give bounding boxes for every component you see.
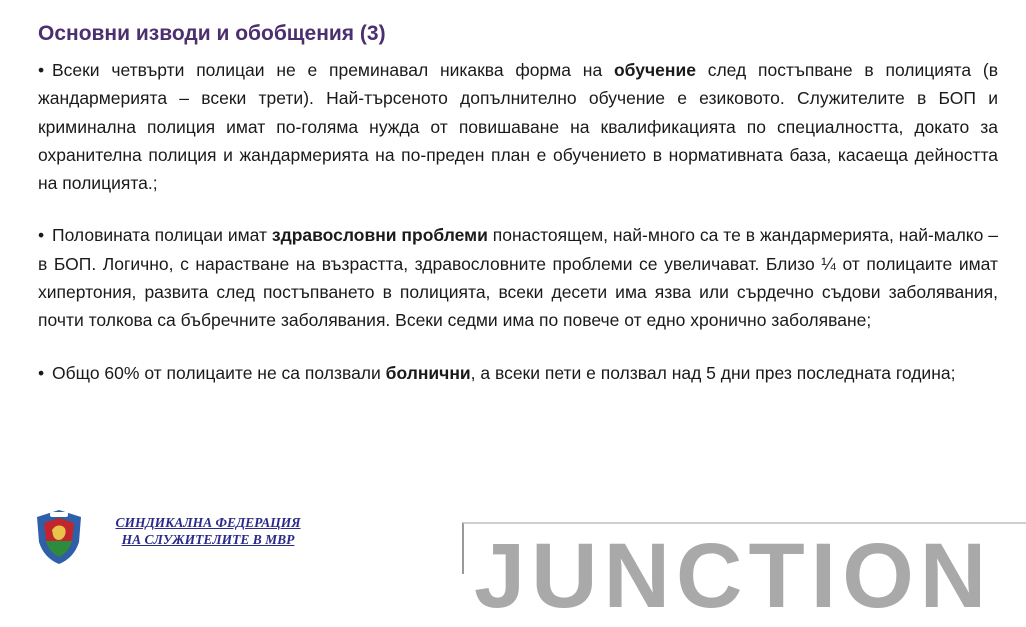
paragraph-text: , а всеки пети е ползвал над 5 дни през последната година;: [470, 362, 956, 383]
banner-text: JUNCTION: [474, 525, 993, 627]
paragraph-text: Половината полицаи имат: [52, 225, 272, 246]
bullet-paragraph-health: [38, 221, 998, 334]
paragraph-text: след постъпване в полицията (в жандармерията – всеки трети). Най-търсеното допълнително обучение е езиковото. Служителите в БОП и криминална полиция имат по-голяма нужда от повишаване на квалификацията по специалността, докато за охранителна полиция и жандармерията на по-преден план е обучението в нормативната база, касаеща дейността на полицията.;: [38, 60, 998, 194]
shield-lion-icon: [34, 508, 84, 566]
paragraph-text: понастоящем, най-много са те в жандармерията, най-малко – в БОП. Логично, с нарастване на възрастта, здравословните проблеми се увеличават. Близо ¼ от полицаите имат хипертония, развита след постъпването в полицията, всеки десети има язва или сърдечно съдови заболявания, почти толкова са бъбречните заболявания. Всеки седми има по повече от едно хронично заболяване;: [38, 225, 998, 331]
organization-name-line1: СИНДИКАЛНА ФЕДЕРАЦИЯ: [115, 515, 301, 530]
junction-banner: [462, 522, 1026, 627]
bullet-icon: •: [38, 225, 45, 246]
paragraph-emphasis: болнични: [385, 362, 471, 383]
bullet-paragraph-training: [38, 56, 998, 197]
organization-name[interactable]: [92, 514, 324, 548]
paragraph-text: Общо 60% от полицаите не са ползвали: [52, 362, 386, 383]
bullet-icon: •: [38, 362, 45, 383]
paragraph-emphasis: обучение: [613, 60, 696, 80]
slide-title: Основни изводи и обобщения (3): [38, 22, 386, 45]
paragraph-text: Всеки четвърти полицаи не е преминавал никаква форма на: [52, 60, 614, 80]
paragraph-emphasis: здравословни проблеми: [271, 225, 488, 246]
organization-name-line2: НА СЛУЖИТЕЛИТЕ В МВР: [121, 532, 295, 547]
bullet-paragraph-sick-leave: [38, 359, 998, 387]
bullet-icon: •: [38, 60, 45, 80]
slide-content: [38, 56, 998, 411]
